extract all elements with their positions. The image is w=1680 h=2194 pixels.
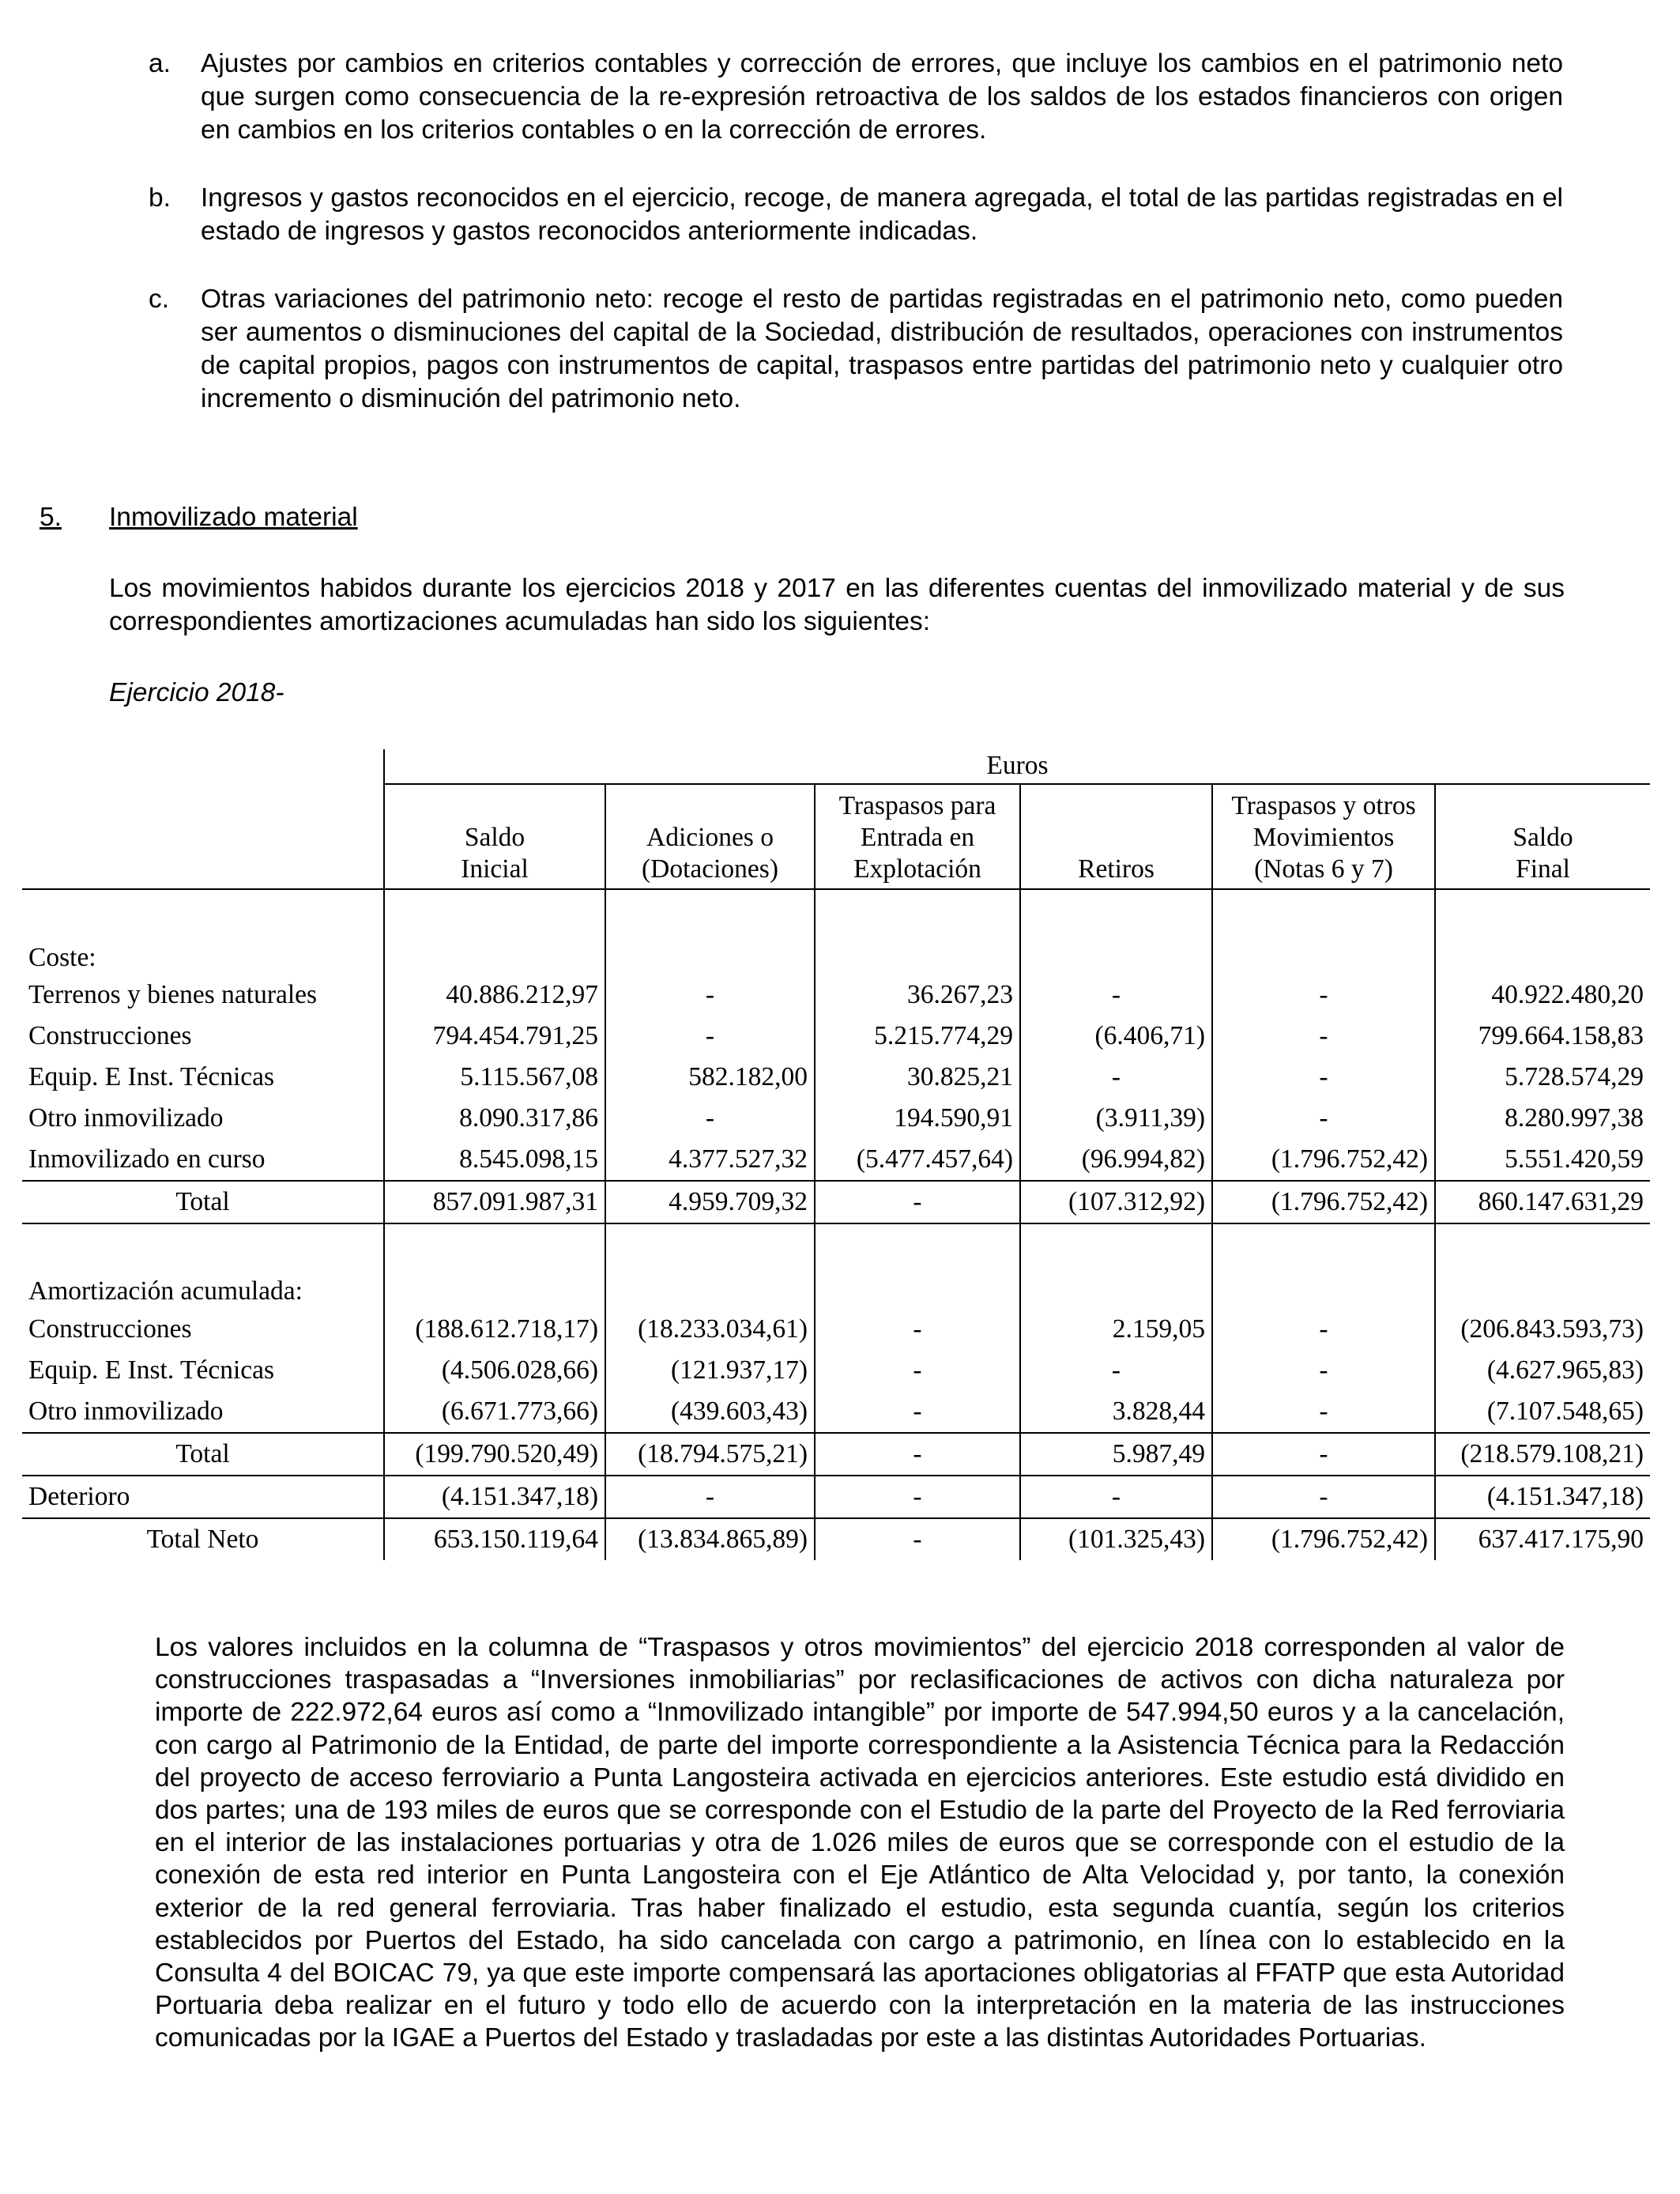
table-cell: - [815,1518,1020,1560]
table-cell: 794.454.791,25 [384,1016,605,1057]
table-cell: (96.994,82) [1020,1139,1212,1181]
table-row [22,1139,1650,1181]
table-cell: - [605,1098,815,1139]
table-cell: (439.603,43) [605,1390,815,1432]
table-row [22,1349,1650,1390]
table-cell: 194.590,91 [815,1098,1020,1139]
table-cell: - [815,1433,1020,1476]
row-label: Total [22,1433,384,1476]
row-label: Construcciones [22,1308,384,1349]
table-cell: - [1020,1476,1212,1518]
list-marker: a. [149,49,171,78]
intro-list [149,47,1563,450]
column-header-traspasos-otros: Traspasos y otros Movimientos (Notas 6 y 7) [1212,784,1435,890]
table-cell: 8.545.098,15 [384,1139,605,1181]
table-cell: (18.233.034,61) [605,1308,815,1349]
net-total-section [22,1518,1650,1560]
row-label: Otro inmovilizado [22,1098,384,1139]
list-item-text: Ingresos y gastos reconocidos en el ejercicio, recoge, de manera agregada, el total de las partidas registradas en el estado de ingresos y gastos reconocidos anteriormente indicadas. [201,183,1563,246]
table-cell: - [815,1390,1020,1432]
table-cell: - [1212,1476,1435,1518]
table-cell: - [1212,1433,1435,1476]
table-cell: 5.215.774,29 [815,1016,1020,1057]
section-title: Inmovilizado material [109,503,358,532]
table-cell: - [1020,1057,1212,1098]
table-cell: (4.506.028,66) [384,1349,605,1390]
table-cell: (18.794.575,21) [605,1433,815,1476]
table-cell: (206.843.593,73) [1460,1314,1644,1344]
table-cell: - [1212,1098,1435,1139]
table-cell: 40.886.212,97 [384,974,605,1016]
table-row [22,974,1650,1016]
table-cell: 4.377.527,32 [605,1139,815,1181]
table-cell: - [1212,1308,1435,1349]
table-cell: (1.796.752,42) [1212,1181,1435,1223]
section-number: 5. [40,503,62,532]
section-label-row [22,889,1650,974]
impairment-row [22,1476,1650,1518]
currency-header: Euros [384,749,1650,784]
row-label: Equip. E Inst. Técnicas [22,1349,384,1390]
row-label: Total [22,1181,384,1223]
table-cell: (199.790.520,49) [384,1433,605,1476]
table-cell: 857.091.987,31 [384,1181,605,1223]
table-cell: (101.325,43) [1020,1518,1212,1560]
table-cell: - [605,1016,815,1057]
table-cell: 40.922.480,20 [1491,980,1644,1010]
table-corner-cell [22,749,384,889]
table-cell: - [815,1349,1020,1390]
table-cell: - [815,1308,1020,1349]
table-cell: (4.627.965,83) [1486,1355,1644,1385]
table-cell: - [1212,1349,1435,1390]
table-cell: 637.417.175,90 [1435,1518,1650,1560]
amortization-rows [22,1308,1650,1432]
row-label: Equip. E Inst. Técnicas [22,1057,384,1098]
table-cell: 8.280.997,38 [1505,1103,1644,1133]
table-cell: - [605,974,815,1016]
table-cell: (6.406,71) [1020,1016,1212,1057]
table-header-currency-row [22,749,1650,784]
list-item [149,283,1563,416]
table-cell: (107.312,92) [1020,1181,1212,1223]
table-cell: - [1020,1349,1212,1390]
table-cell: 5.987,49 [1020,1433,1212,1476]
amortization-total-row [22,1433,1650,1476]
table-cell: (5.477.457,64) [815,1139,1020,1181]
table-cell: (218.579.108,21) [1435,1433,1650,1476]
table-cell: 582.182,00 [605,1057,815,1098]
table-cell: (6.671.773,66) [384,1390,605,1432]
list-item [149,182,1563,248]
table-cell: - [605,1476,815,1518]
table-cell: 799.664.158,83 [1478,1021,1644,1051]
column-header-saldo-inicial: Saldo Inicial [384,784,605,890]
net-total-row [22,1518,1650,1560]
list-item [149,47,1563,147]
list-item-text: Ajustes por cambios en criterios contables y corrección de errores, que incluye los cambios en el patrimonio neto que surgen como consecuencia de la re-expresión retroactiva de los saldos de los estados financieros con origen en cambios en los criterios contables o en la corrección de errores. [201,49,1563,145]
row-label: Deterioro [22,1476,384,1518]
table-cell: (121.937,17) [605,1349,815,1390]
table-cell: 2.159,05 [1020,1308,1212,1349]
cost-total-section [22,1181,1650,1223]
table-row [22,1098,1650,1139]
fixed-assets-table [22,749,1650,1560]
table-cell: 860.147.631,29 [1435,1181,1650,1223]
table-cell: - [1212,1390,1435,1432]
list-item-text: Otras variaciones del patrimonio neto: recoge el resto de partidas registradas en el patrimonio neto, como pueden ser aumentos o disminuciones del capital de la Sociedad, distribución de resultados, operaciones con instrumentos de capital propios, pagos con instrumentos de capital, traspasos entre partidas del patrimonio neto y cualquier otro incremento o disminución del patrimonio neto. [201,285,1563,413]
cost-total-row [22,1181,1650,1223]
table-cell: (188.612.718,17) [384,1308,605,1349]
row-label: Construcciones [22,1016,384,1057]
table-cell: 5.551.420,59 [1505,1144,1644,1174]
table-row [22,1057,1650,1098]
cost-section [22,889,1650,974]
row-label: Otro inmovilizado [22,1390,384,1432]
table-cell: 4.959.709,32 [605,1181,815,1223]
table-cell: (1.796.752,42) [1212,1139,1435,1181]
table-cell: 30.825,21 [815,1057,1020,1098]
cost-rows [22,974,1650,1181]
amortization-section [22,1223,1650,1308]
table-cell: - [815,1181,1020,1223]
column-header-traspasos-explotacion: Traspasos para Entrada en Explotación [815,784,1020,890]
table-cell: 3.828,44 [1020,1390,1212,1432]
table-cell: - [1212,1057,1435,1098]
cost-label: Coste: [22,889,384,974]
table-cell: 5.728.574,29 [1505,1062,1644,1092]
table-cell: 653.150.119,64 [384,1518,605,1560]
column-header-retiros: Retiros [1020,784,1212,890]
table-cell: (13.834.865,89) [605,1518,815,1560]
list-marker: b. [149,183,171,213]
section-label-row [22,1223,1650,1308]
table-cell: (4.151.347,18) [1435,1476,1650,1518]
table-cell: 8.090.317,86 [384,1098,605,1139]
table-cell: (3.911,39) [1020,1098,1212,1139]
table-cell: - [815,1476,1020,1518]
table-cell: (1.796.752,42) [1212,1518,1435,1560]
row-label: Terrenos y bienes naturales [22,974,384,1016]
row-label: Inmovilizado en curso [22,1139,384,1181]
table-cell: 36.267,23 [815,974,1020,1016]
table-cell: 5.115.567,08 [384,1057,605,1098]
year-label: Ejercicio 2018- [109,678,284,707]
table-row [22,1016,1650,1057]
table-cell: (7.107.548,65) [1486,1396,1644,1426]
table-cell: - [1212,974,1435,1016]
amortization-label: Amortización acumulada: [22,1223,384,1308]
note-paragraph: Los valores incluidos en la columna de “Traspasos y otros movimientos” del ejercicio 2018 corresponden al valor de construcciones traspasadas a “Inversiones inmobiliarias” por reclasificaciones de activos con dicha naturaleza por importe de 222.972,64 euros así como a “Inmovilizado intangible” por importe de 547.994,50 euros y a la cancelación, con cargo al Patrimonio de la Entidad, de parte del importe correspondiente a la Asistencia Técnica para la Redacción del proyecto de acceso ferroviario a Punta Langosteira activada en ejercicios anteriores. Este estudio está dividido en dos partes; una de 193 miles de euros que se corresponde con el Estudio de la parte del Proyecto de la Red ferroviaria en el interior de las instalaciones portuarias y otra de 1.026 miles de euros que se corresponde con el estudio de la conexión de esta red interior en Punta Langosteira con el Eje Atlántico de Alta Velocidad y, por tanto, la conexión exterior de la red general ferroviaria. Tras haber finalizado el estudio, esta segunda cuantía, según los criterios establecidos por Puertos del Estado, ha sido cancelada con cargo a patrimonio, en línea con lo establecido en la Consulta 4 del BOICAC 79, ya que este importe compensará las aportaciones obligatorias al FFATP que esta Autoridad Portuaria deba realizar en el futuro y todo ello de acuerdo con la interpretación en la materia de las instrucciones comunicadas por la IGAE a Puertos del Estado y trasladadas por este a las distintas Autoridades Portuarias. [155,1633,1565,2053]
table-cell: - [1020,974,1212,1016]
section-heading [40,501,358,534]
impairment-section [22,1476,1650,1518]
intro-paragraph: Los movimientos habidos durante los ejercicios 2018 y 2017 en las diferentes cuentas del inmovilizado material y de sus correspondientes amortizaciones acumuladas han sido los siguientes: [109,574,1565,636]
column-header-adiciones: Adiciones o (Dotaciones) [605,784,815,890]
row-label: Total Neto [22,1518,384,1560]
column-header-saldo-final: Saldo Final [1512,823,1573,884]
table-row [22,1390,1650,1432]
table-cell: (4.151.347,18) [384,1476,605,1518]
list-marker: c. [149,285,170,314]
amortization-total-section [22,1433,1650,1476]
table-cell: - [1212,1016,1435,1057]
table-row [22,1308,1650,1349]
